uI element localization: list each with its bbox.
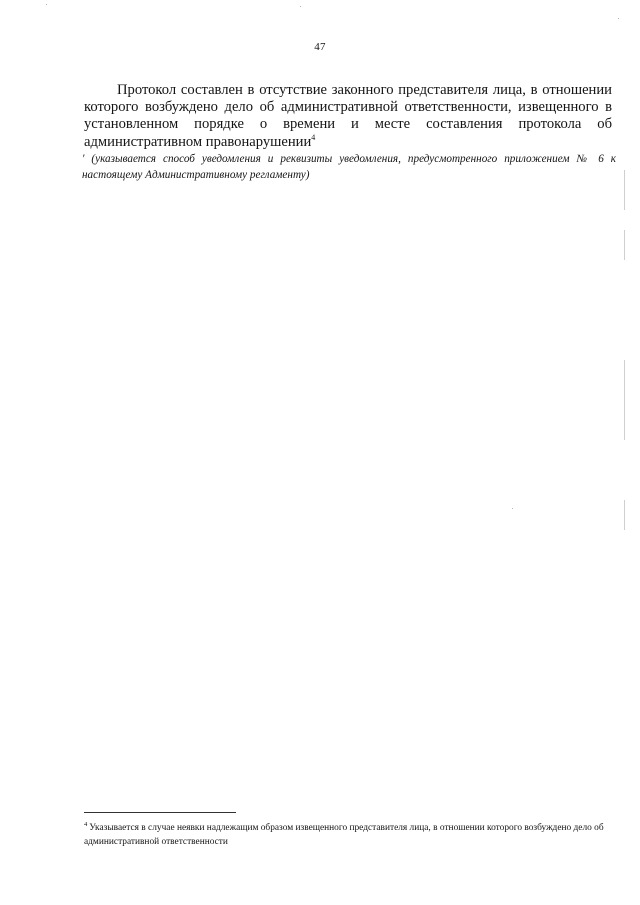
footnote-number: 4 [84,821,88,828]
scan-artifact [300,6,301,7]
footnote [84,822,604,849]
scan-artifact [512,508,513,509]
footnote-separator [84,812,236,813]
scan-artifact [46,4,47,5]
protocol-paragraph-text: Протокол составлен в отсутствие законного представителя лица, в отношении которого возбуждено дело об административной ответственности, извещенного в установленном порядке о времени и месте составления протокола об административном правонарушении [84,82,612,150]
notification-instruction-note [82,152,616,183]
scan-artifact [624,360,625,440]
footnote-reference: 4 [311,132,316,142]
note-text: (указывается способ уведомления и реквизиты уведомления, предусмотренного приложением № 6 к настоящему Административному регламенту) [82,153,617,181]
protocol-paragraph [84,82,612,151]
footnote-text: Указывается в случае неявки надлежащим образом извещенного представителя лица, в отношении которого возбуждено дело об административной ответственности [84,823,604,847]
scan-artifact [624,500,625,530]
note-marker: ' [82,153,85,165]
scan-artifact [624,230,625,260]
scan-artifact [618,18,619,19]
page-number: 47 [314,41,326,53]
scan-artifact [624,170,625,210]
